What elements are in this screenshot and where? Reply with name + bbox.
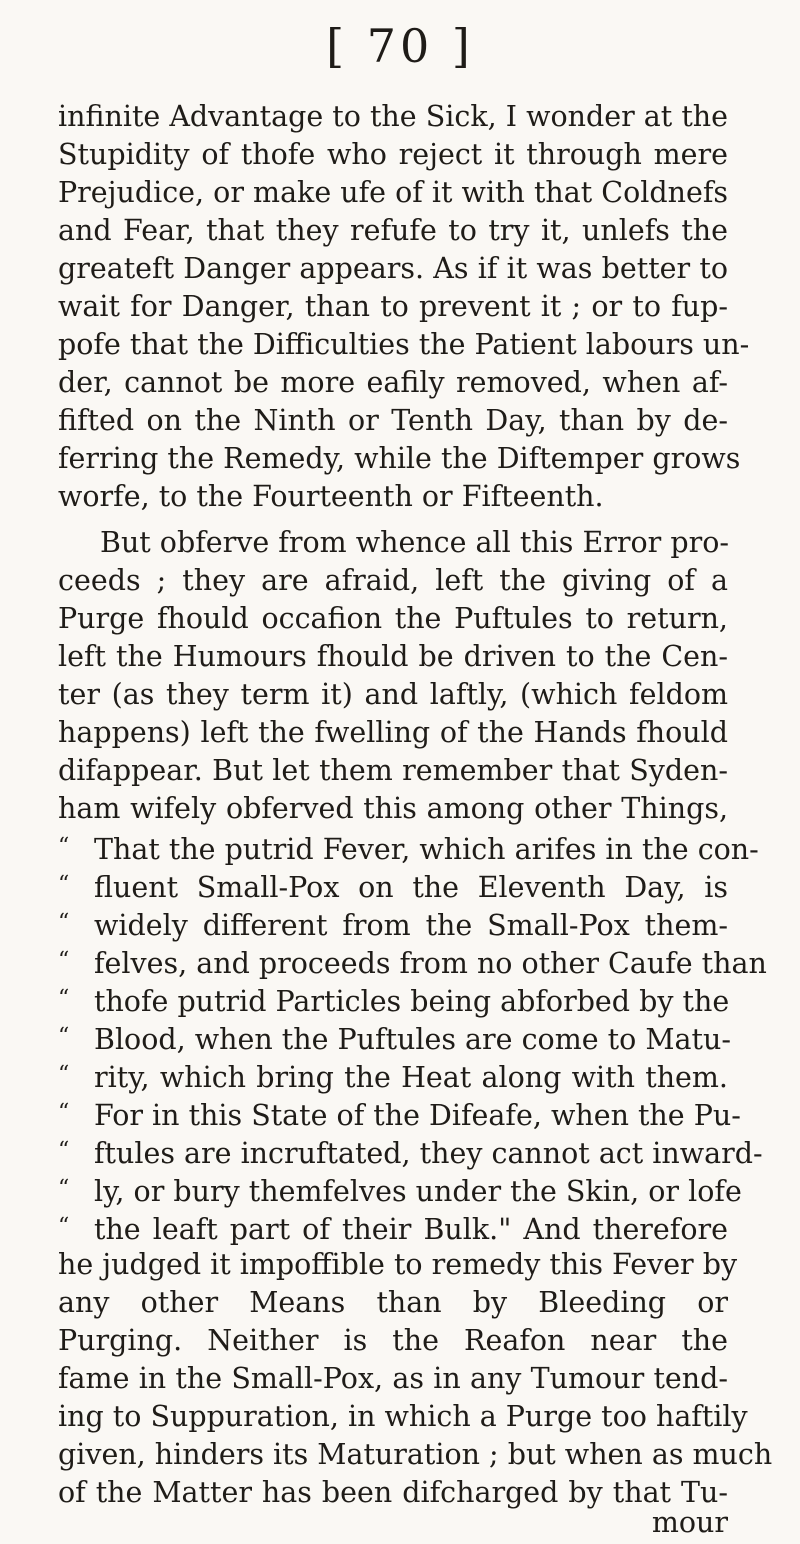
quote-mark: “ (58, 872, 70, 897)
text-line: ter (as they term it) and laftly, (which feldom (58, 678, 728, 711)
quote-mark: “ (58, 948, 70, 973)
text-line: given, hinders its Maturation ; but when as much (58, 1438, 773, 1471)
quote-mark: “ (58, 1024, 70, 1049)
text-line: of the Matter has been difcharged by that Tu- (58, 1476, 728, 1509)
quoted-line: “ ftules are incruftated, they cannot act inward- (58, 1132, 728, 1173)
text-line: der, cannot be more eafily removed, when af- (58, 366, 728, 399)
quoted-line: “ Blood, when the Puftules are come to Matu- (58, 1018, 728, 1059)
quoted-line: “ For in this State of the Difeafe, when the Pu- (58, 1094, 728, 1135)
text-line: happens) left the fwelling of the Hands fhould (58, 716, 728, 749)
text-line: fame in the Small-Pox, as in any Tumour tend- (58, 1362, 728, 1395)
quoted-line: “ That the putrid Fever, which arifes in the con- (58, 828, 728, 869)
text-line: left the Humours fhould be driven to the Cen- (58, 640, 728, 673)
text-line: ham wifely obferved this among other Things, (58, 792, 728, 825)
quote-mark: “ (58, 1138, 70, 1163)
text-line: and Fear, that they refufe to try it, unlefs the (58, 214, 728, 247)
text-line: ceeds ; they are afraid, left the giving of a (58, 564, 728, 597)
page-number-header: [ 70 ] (326, 19, 474, 73)
quote-mark: “ (58, 1100, 70, 1125)
text-line: wait for Danger, than to prevent it ; or to fup- (58, 290, 728, 323)
quote-mark: “ (58, 834, 70, 859)
quoted-line: “ widely different from the Small-Pox them- (58, 904, 728, 945)
text-line: Stupidity of thofe who reject it through mere (58, 138, 728, 171)
text-line: fifted on the Ninth or Tenth Day, than by de- (58, 404, 728, 437)
quote-mark: “ (58, 910, 70, 935)
quote-mark: “ (58, 986, 70, 1011)
quoted-line: “ felves, and proceeds from no other Caufe than (58, 942, 728, 983)
text-line: worfe, to the Fourteenth or Fifteenth. (58, 480, 604, 513)
text-line: ing to Suppuration, in which a Purge too haftily (58, 1400, 748, 1433)
quoted-line: “ rity, which bring the Heat along with them. (58, 1056, 728, 1097)
quoted-line: “ ly, or bury themfelves under the Skin, or lofe (58, 1170, 728, 1211)
catchword: mour (651, 1506, 728, 1539)
quote-mark: “ (58, 1176, 70, 1201)
text-line-small-caps: Purging. Neither is the Reafon near the (58, 1324, 728, 1357)
quoted-line: “ the leaft part of their Bulk." And therefore (58, 1208, 728, 1249)
quoted-line: “ fluent Small-Pox on the Eleventh Day, is (58, 866, 728, 907)
quoted-line: “ thofe putrid Particles being abforbed by the (58, 980, 728, 1021)
text-line: infinite Advantage to the Sick, I wonder at the (58, 100, 728, 133)
text-line: he judged it impoffible to remedy this Fever by (58, 1248, 738, 1281)
text-line-small-caps: any other Means than by Bleeding or (58, 1286, 728, 1319)
text-line: Prejudice, or make ufe of it with that Coldnefs (58, 176, 728, 209)
quote-mark: “ (58, 1214, 70, 1239)
text-line: difappear. But let them remember that Syden- (58, 754, 728, 787)
text-line: greateft Danger appears. As if it was better to (58, 252, 728, 285)
text-line: ferring the Remedy, while the Diftemper grows (58, 442, 741, 475)
paragraph-start-line: But obferve from whence all this Error pro- (100, 526, 729, 559)
quote-mark: “ (58, 1062, 70, 1087)
text-line: pofe that the Difficulties the Patient labours un- (58, 328, 750, 361)
text-line: Purge fhould occafion the Puftules to return, (58, 602, 728, 635)
